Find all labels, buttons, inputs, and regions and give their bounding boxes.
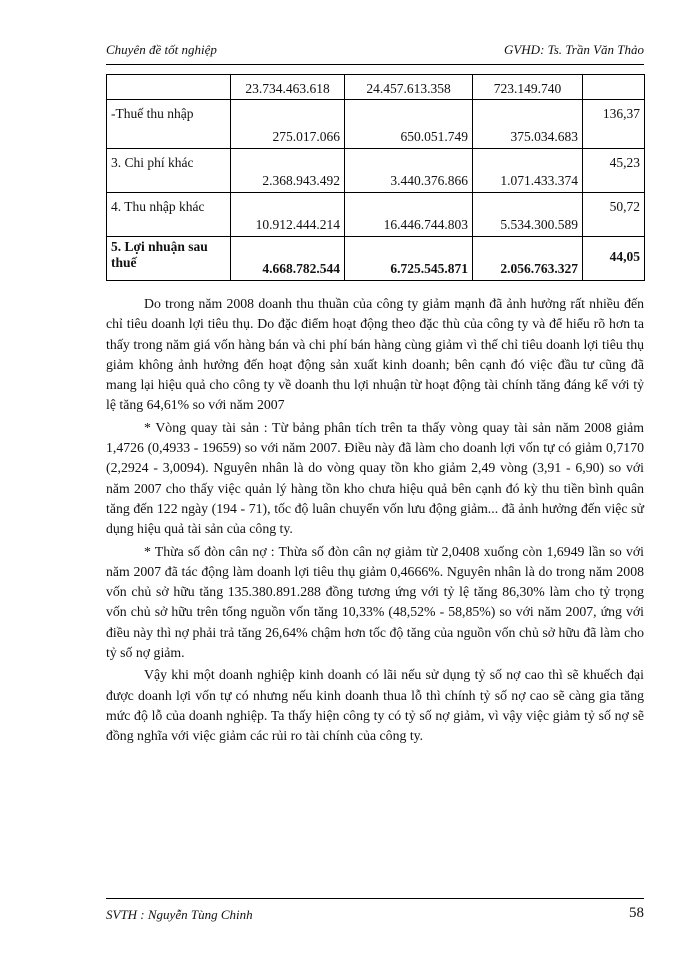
table-row xyxy=(107,75,645,100)
page-header xyxy=(106,40,644,65)
value-2007: 10.912.444.214 xyxy=(231,193,345,237)
paragraph-leverage: * Thừa số đòn cân nợ : Thừa số đòn cân nợ giảm từ 2,0408 xuống còn 1,6949 lần so với năm 2007 đã tác động làm doanh lợi tiêu thụ giảm 0,4666%. Nguyên nhân là do trong năm 2008 vốn chủ sở hữu tăng 135.380.891.288 đồng tương ứng với tỷ lệ tăng 86,30% làm cho tỷ trọng vốn chủ sở hữu trên tổng nguồn vốn tăng 10,33% (48,52% - 58,85%) so với năm 2007, ứng với điều này thì nợ phải trả tăng 26,64% chậm hơn tốc độ tăng của nguồn vốn chủ sở hữu đã làm cho tỷ số nợ giảm. xyxy=(106,543,644,661)
value-percent: 45,23 xyxy=(583,149,645,193)
value-2007: 2.368.943.492 xyxy=(231,149,345,193)
row-label: 5. Lợi nhuận sau thuế xyxy=(107,237,231,281)
table-row xyxy=(107,193,645,237)
value-2008: 16.446.744.803 xyxy=(345,193,473,237)
table-row xyxy=(107,100,645,149)
row-label: 4. Thu nhập khác xyxy=(107,193,231,237)
value-2007: 23.734.463.618 xyxy=(231,75,345,100)
value-difference: 5.534.300.589 xyxy=(473,193,583,237)
header-thesis-title: Chuyên đề tốt nghiệp xyxy=(106,42,217,57)
page-number: 58 xyxy=(629,905,644,921)
page-footer xyxy=(106,898,644,925)
row-label: -Thuế thu nhập xyxy=(107,100,231,149)
value-difference: 1.071.433.374 xyxy=(473,149,583,193)
financial-table xyxy=(106,74,645,281)
paragraph-asset-turnover: * Vòng quay tài sản : Từ bảng phân tích trên ta thấy vòng quay tài sản năm 2008 giảm 1,4726 (0,4933 - 19659) so với năm 2007. Điều này đã làm cho doanh lợi vốn tự có giảm 0,7170 (2,2924 - 3,0094). Nguyên nhân là do vòng quay tồn kho giảm 2,49 vòng (3,91 - 6,90) so với năm 2007 cho thấy việc quản lý hàng tồn kho chưa hiệu quả bên cạnh đó kỳ thu tiền bình quân tăng đến 122 ngày (194 - 71), tốc độ luân chuyển vốn lưu động giảm... đã ảnh hưởng đến việc sử dụng hiệu quả tài sản của công ty. xyxy=(106,419,644,537)
paragraph-revenue-analysis: Do trong năm 2008 doanh thu thuần của công ty giảm mạnh đã ảnh hưởng rất nhiều đến chỉ tiêu doanh lợi tiêu thụ. Do đặc điểm hoạt động theo đặc thù của công ty và để hiểu rõ hơn ta thấy trong năm giá vốn hàng bán và chi phí bán hàng cùng giảm vì thế chỉ tiêu doanh lợi tiêu thụ giảm không ảnh hưởng đến hoạt động sản xuất kinh doanh; bên cạnh đó việc đầu tư cũng đã mang lại hiệu quả cho công ty về doanh thu lợi nhuận từ hoạt động tài chính tăng đáng kể với tỷ lệ tăng 64,61% so với năm 2007 xyxy=(106,296,644,413)
value-2008: 24.457.613.358 xyxy=(345,75,473,100)
table-row xyxy=(107,237,645,281)
row-label xyxy=(107,75,231,100)
body-text xyxy=(106,294,644,749)
footer-student: SVTH : Nguyễn Tùng Chinh xyxy=(106,907,253,922)
value-2008: 650.051.749 xyxy=(345,100,473,149)
value-percent: 50,72 xyxy=(583,193,645,237)
paragraph-conclusion: Vậy khi một doanh nghiệp kinh doanh có lãi nếu sử dụng tỷ số nợ cao thì sẽ khuếch đại được doanh lợi vốn tự có nhưng nếu kinh doanh thua lỗ thì chính tỷ số nợ cao sẽ càng gia tăng mức độ lỗ của doanh nghiệp. Ta thấy hiện công ty có tỷ số nợ giảm, vì vậy việc giảm tỷ số nợ sẽ đồng nghĩa với việc giảm các rủi ro tài chính của công ty. xyxy=(106,667,644,744)
table-row xyxy=(107,149,645,193)
value-2008: 3.440.376.866 xyxy=(345,149,473,193)
value-difference: 2.056.763.327 xyxy=(473,237,583,281)
value-percent: 136,37 xyxy=(583,100,645,149)
value-difference: 723.149.740 xyxy=(473,75,583,100)
value-2008: 6.725.545.871 xyxy=(345,237,473,281)
value-difference: 375.034.683 xyxy=(473,100,583,149)
value-2007: 4.668.782.544 xyxy=(231,237,345,281)
value-percent: 44,05 xyxy=(583,237,645,281)
value-percent xyxy=(583,75,645,100)
value-2007: 275.017.066 xyxy=(231,100,345,149)
row-label: 3. Chi phí khác xyxy=(107,149,231,193)
header-advisor: GVHD: Ts. Trần Văn Thảo xyxy=(503,42,644,57)
